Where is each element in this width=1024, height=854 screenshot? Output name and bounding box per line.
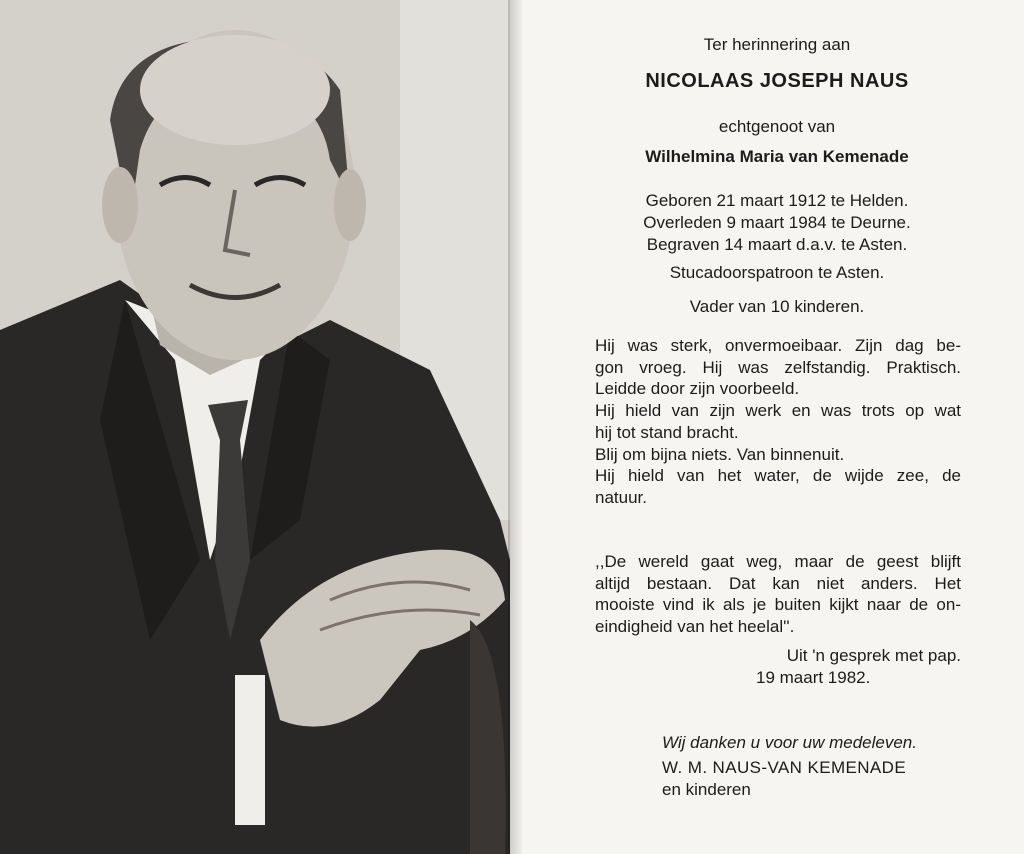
birth-line: Geboren 21 maart 1912 te Helden. [645,191,909,210]
memorial-text-panel [522,0,1024,854]
quote-line: mooiste vind ik als je buiten kijkt naar de on- [595,595,961,615]
thanks-line: Wij danken u voor uw medeleven. [662,733,917,752]
card-fold [508,0,522,854]
attribution-source: Uit 'n gesprek met pap. [786,646,961,665]
eulogy-line: natuur. [595,487,647,507]
family-children: en kinderen [662,780,751,799]
eulogy-line: Hij hield van het water, de wijde zee, de [595,466,961,486]
eulogy-line: Leidde door zijn voorbeeld. [595,379,800,399]
death-line: Overleden 9 maart 1984 te Deurne. [643,213,911,232]
eulogy-line: gon vroeg. Hij was zelfstandig. Praktisch. [595,357,961,377]
attribution-date: 19 maart 1982. [756,668,871,687]
quote-line: altijd bestaan. Dat kan niet anders. Het [595,573,961,593]
portrait-illustration [0,0,510,854]
eulogy-line: Hij was sterk, onvermoeibaar. Zijn dag be- [595,336,961,355]
eulogy-line: hij tot stand bracht. [595,422,739,442]
eulogy-line: Blij om bijna niets. Van binnenuit. [595,444,845,464]
deceased-name: NICOLAAS JOSEPH NAUS [645,70,909,92]
children-line: Vader van 10 kinderen. [689,297,865,316]
intro-line: Ter herinnering aan [703,35,851,54]
quote-attribution [722,645,961,689]
eulogy-paragraph [595,335,961,509]
quote-paragraph [595,551,961,638]
burial-line: Begraven 14 maart d.a.v. te Asten. [646,235,908,254]
occupation-line: Stucadoorspatroon te Asten. [669,263,885,282]
quote-line: ,,De wereld gaat weg, maar de geest blijft [595,552,961,571]
family-signature: W. M. NAUS-VAN KEMENADE [662,758,907,777]
portrait-photo [0,0,510,854]
quote-line: eindigheid van het heelal''. [595,617,795,637]
life-dates [522,190,1024,256]
spouse-label: echtgenoot van [718,117,836,136]
eulogy-line: Hij hield van zijn werk en was trots op wat [595,401,961,421]
spouse-name: Wilhelmina Maria van Kemenade [645,147,909,166]
